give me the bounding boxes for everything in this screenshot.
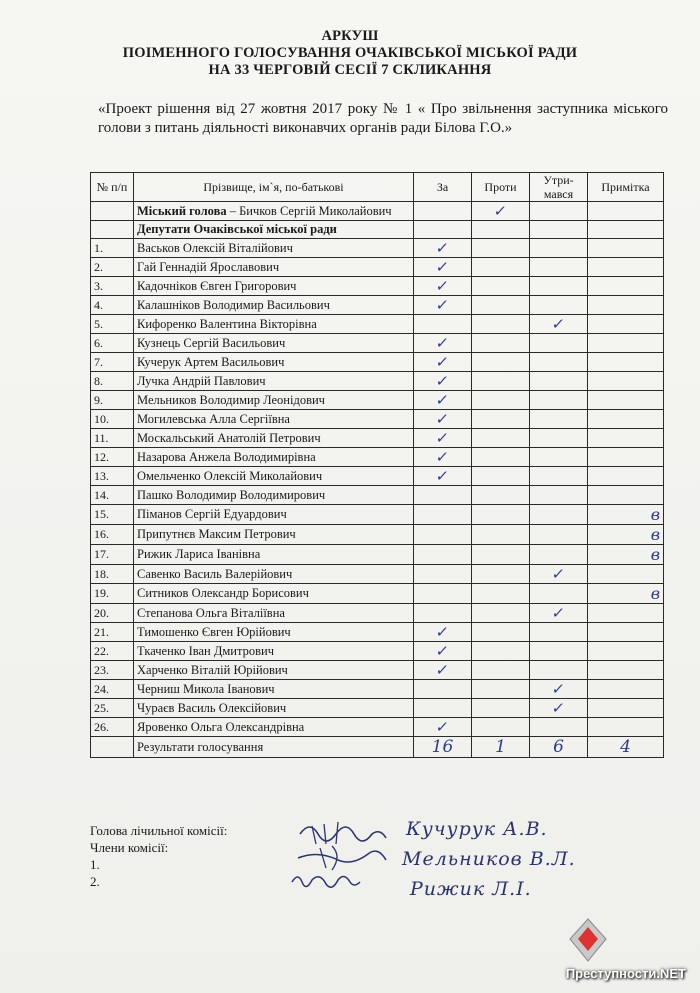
deputy-number: 14. (91, 486, 134, 505)
note-cell (588, 467, 664, 486)
table-row (91, 410, 664, 429)
vote-against-cell (472, 296, 530, 315)
deputy-name: Савенко Василь Валерійович (134, 565, 414, 584)
table-row (91, 296, 664, 315)
title-line-2: ПОІМЕННОГО ГОЛОСУВАННЯ ОЧАКІВСЬКОЇ МІСЬКОЇ РАДИ (122, 45, 578, 61)
deputy-name: Тимошенко Євген Юрійович (134, 623, 414, 642)
vote-against-cell (472, 315, 530, 334)
vote-abstain-cell (530, 486, 588, 505)
deputy-name: Мельников Володимир Леонідович (134, 391, 414, 410)
deputy-number: 10. (91, 410, 134, 429)
vote-against-cell (472, 604, 530, 623)
vote-for-cell (414, 545, 472, 565)
table-row (91, 353, 664, 372)
empty-cell (530, 221, 588, 239)
deputy-number: 26. (91, 718, 134, 737)
header-against: Проти (472, 173, 530, 202)
deputy-name: Припутнєв Максим Петрович (134, 525, 414, 545)
mayor-vote-abstain (530, 202, 588, 221)
vote-abstain-cell (530, 334, 588, 353)
empty-cell (588, 221, 664, 239)
vote-for-cell: ✓ (414, 661, 472, 680)
vote-abstain-cell (530, 410, 588, 429)
mayor-number (91, 202, 134, 221)
deputy-name: Лучка Андрій Павлович (134, 372, 414, 391)
result-abstain: 6 (530, 737, 588, 758)
vote-for-cell (414, 525, 472, 545)
vote-abstain-cell: ✓ (530, 680, 588, 699)
mayor-vote-for (414, 202, 472, 221)
deputy-number: 7. (91, 353, 134, 372)
deputy-name: Піманов Сергій Едуардович (134, 505, 414, 525)
deputy-number: 18. (91, 565, 134, 584)
table-row (91, 604, 664, 623)
empty-cell (414, 221, 472, 239)
table-row (91, 448, 664, 467)
commission-head-label: Голова лічильної комісії: (90, 823, 228, 838)
deputy-number: 3. (91, 277, 134, 296)
vote-against-cell (472, 525, 530, 545)
title-line-1: АРКУШ (321, 28, 379, 44)
vote-abstain-cell (530, 353, 588, 372)
vote-abstain-cell (530, 391, 588, 410)
commission-member-1: 1. (90, 857, 100, 872)
deputy-number: 19. (91, 584, 134, 604)
vote-abstain-cell (530, 623, 588, 642)
note-cell (588, 680, 664, 699)
vote-for-cell: ✓ (414, 448, 472, 467)
deputy-name: Ткаченко Іван Дмитрович (134, 642, 414, 661)
vote-against-cell (472, 718, 530, 737)
vote-for-cell (414, 604, 472, 623)
vote-for-cell: ✓ (414, 258, 472, 277)
deputy-number: 4. (91, 296, 134, 315)
note-cell (588, 353, 664, 372)
vote-for-cell (414, 565, 472, 584)
project-description (98, 100, 668, 138)
voting-table (90, 172, 664, 758)
deputies-heading-number (91, 221, 134, 239)
table-row (91, 661, 664, 680)
vote-for-cell: ✓ (414, 429, 472, 448)
table-row (91, 680, 664, 699)
vote-against-cell (472, 486, 530, 505)
deputy-number: 9. (91, 391, 134, 410)
note-cell (588, 699, 664, 718)
results-row (91, 737, 664, 758)
vote-against-cell (472, 642, 530, 661)
note-cell (588, 410, 664, 429)
table-row (91, 429, 664, 448)
note-cell: в (588, 545, 664, 565)
deputy-number: 20. (91, 604, 134, 623)
mayor-full-name: – Бичков Сергій Миколайович (226, 203, 392, 218)
vote-against-cell (472, 410, 530, 429)
watermark-text: Преступности.NET (565, 966, 686, 981)
note-cell (588, 277, 664, 296)
site-watermark (560, 917, 690, 987)
header-name: Прізвище, ім`я, по-батькові (134, 173, 414, 202)
commission-member-2: 2. (90, 874, 100, 889)
signature-scribbles (290, 812, 400, 902)
table-row (91, 565, 664, 584)
deputy-number: 1. (91, 239, 134, 258)
deputy-name: Чураєв Василь Олексійович (134, 699, 414, 718)
document-title (0, 28, 700, 79)
note-cell (588, 486, 664, 505)
deputy-number: 22. (91, 642, 134, 661)
deputy-number: 12. (91, 448, 134, 467)
vote-abstain-cell (530, 525, 588, 545)
deputy-name: Ситников Олександр Борисович (134, 584, 414, 604)
mayor-label: Міський голова (137, 203, 227, 218)
table-row (91, 545, 664, 565)
deputy-number: 8. (91, 372, 134, 391)
note-cell: в (588, 584, 664, 604)
signatures-area (290, 812, 610, 902)
deputy-name: Калашніков Володимир Васильович (134, 296, 414, 315)
vote-abstain-cell (530, 277, 588, 296)
table-header-row (91, 173, 664, 202)
vote-abstain-cell (530, 642, 588, 661)
vote-abstain-cell (530, 296, 588, 315)
deputies-heading-row (91, 221, 664, 239)
vote-against-cell (472, 277, 530, 296)
vote-abstain-cell (530, 258, 588, 277)
table-row (91, 277, 664, 296)
header-for: За (414, 173, 472, 202)
deputy-name: Степанова Ольга Віталіївна (134, 604, 414, 623)
note-cell (588, 642, 664, 661)
signature-member-1: Мельников В.Л. (402, 848, 576, 870)
vote-for-cell: ✓ (414, 410, 472, 429)
mayor-row (91, 202, 664, 221)
header-note: Примітка (588, 173, 664, 202)
vote-abstain-cell: ✓ (530, 315, 588, 334)
vote-against-cell (472, 391, 530, 410)
table-row (91, 525, 664, 545)
note-cell (588, 315, 664, 334)
table-row (91, 315, 664, 334)
note-cell (588, 334, 664, 353)
vote-for-cell: ✓ (414, 239, 472, 258)
note-cell (588, 604, 664, 623)
deputy-name: Кузнець Сергій Васильович (134, 334, 414, 353)
note-cell (588, 239, 664, 258)
note-cell (588, 296, 664, 315)
vote-abstain-cell (530, 467, 588, 486)
table-row (91, 623, 664, 642)
vote-for-cell (414, 315, 472, 334)
note-cell (588, 448, 664, 467)
deputy-number: 2. (91, 258, 134, 277)
note-cell: в (588, 525, 664, 545)
deputy-name: Назарова Анжела Володимирівна (134, 448, 414, 467)
vote-for-cell: ✓ (414, 334, 472, 353)
results-label: Результати голосування (134, 737, 414, 758)
commission-block (90, 822, 227, 890)
deputy-name: Москальський Анатолій Петрович (134, 429, 414, 448)
vote-abstain-cell (530, 448, 588, 467)
vote-abstain-cell (530, 584, 588, 604)
vote-abstain-cell: ✓ (530, 604, 588, 623)
deputy-name: Могилевська Алла Сергіївна (134, 410, 414, 429)
deputy-number: 23. (91, 661, 134, 680)
deputy-name: Харченко Віталій Юрійович (134, 661, 414, 680)
commission-members-label: Члени комісії: (90, 840, 169, 855)
table-row (91, 505, 664, 525)
deputy-number: 21. (91, 623, 134, 642)
note-cell (588, 258, 664, 277)
vote-for-cell: ✓ (414, 296, 472, 315)
vote-for-cell: ✓ (414, 623, 472, 642)
deputy-number: 25. (91, 699, 134, 718)
table-row (91, 334, 664, 353)
vote-abstain-cell (530, 239, 588, 258)
note-cell (588, 429, 664, 448)
vote-against-cell (472, 680, 530, 699)
deputy-number: 16. (91, 525, 134, 545)
vote-against-cell (472, 429, 530, 448)
vote-for-cell (414, 680, 472, 699)
vote-abstain-cell (530, 429, 588, 448)
table-row (91, 584, 664, 604)
vote-abstain-cell: ✓ (530, 565, 588, 584)
signature-head: Кучурук А.В. (406, 818, 548, 840)
vote-for-cell: ✓ (414, 372, 472, 391)
vote-against-cell (472, 467, 530, 486)
result-against: 1 (472, 737, 530, 758)
note-cell (588, 623, 664, 642)
vote-against-cell (472, 448, 530, 467)
vote-for-cell (414, 486, 472, 505)
results-number (91, 737, 134, 758)
vote-against-cell (472, 258, 530, 277)
mayor-note (588, 202, 664, 221)
title-line-3: НА 33 ЧЕРГОВІЙ СЕСІЇ 7 СКЛИКАННЯ (208, 62, 492, 78)
deputy-name: Кифоренко Валентина Вікторівна (134, 315, 414, 334)
vote-for-cell (414, 584, 472, 604)
table-row (91, 258, 664, 277)
vote-for-cell: ✓ (414, 642, 472, 661)
vote-against-cell (472, 353, 530, 372)
deputy-number: 6. (91, 334, 134, 353)
note-cell: в (588, 505, 664, 525)
deputy-name: Кучерук Артем Васильович (134, 353, 414, 372)
watermark-logo-icon (568, 917, 608, 963)
mayor-vote-against: ✓ (472, 202, 530, 221)
note-cell (588, 391, 664, 410)
note-cell (588, 372, 664, 391)
deputy-number: 24. (91, 680, 134, 699)
result-note: 4 (588, 737, 664, 758)
deputy-name: Рижик Лариса Іванівна (134, 545, 414, 565)
deputy-name: Черниш Микола Іванович (134, 680, 414, 699)
deputy-name: Васьков Олексій Віталійович (134, 239, 414, 258)
result-for: 16 (414, 737, 472, 758)
vote-for-cell: ✓ (414, 353, 472, 372)
deputy-name: Омельченко Олексій Миколайович (134, 467, 414, 486)
table-row (91, 391, 664, 410)
note-cell (588, 565, 664, 584)
deputy-name: Яровенко Ольга Олександрівна (134, 718, 414, 737)
vote-against-cell (472, 623, 530, 642)
vote-abstain-cell: ✓ (530, 699, 588, 718)
vote-abstain-cell (530, 545, 588, 565)
deputy-number: 5. (91, 315, 134, 334)
vote-against-cell (472, 239, 530, 258)
deputy-number: 17. (91, 545, 134, 565)
vote-against-cell (472, 699, 530, 718)
vote-for-cell (414, 699, 472, 718)
signature-member-2: Рижик Л.І. (410, 878, 532, 900)
vote-against-cell (472, 661, 530, 680)
vote-for-cell: ✓ (414, 467, 472, 486)
deputy-number: 15. (91, 505, 134, 525)
vote-against-cell (472, 372, 530, 391)
vote-abstain-cell (530, 661, 588, 680)
deputy-name: Пашко Володимир Володимирович (134, 486, 414, 505)
vote-abstain-cell (530, 372, 588, 391)
header-number: № п/п (91, 173, 134, 202)
vote-against-cell (472, 545, 530, 565)
vote-for-cell: ✓ (414, 391, 472, 410)
header-abstain: Утри-мався (530, 173, 588, 202)
table-row (91, 718, 664, 737)
vote-abstain-cell (530, 505, 588, 525)
note-cell (588, 661, 664, 680)
vote-for-cell: ✓ (414, 718, 472, 737)
table-row (91, 372, 664, 391)
empty-cell (472, 221, 530, 239)
deputy-number: 11. (91, 429, 134, 448)
deputy-number: 13. (91, 467, 134, 486)
vote-against-cell (472, 334, 530, 353)
table-row (91, 642, 664, 661)
table-row (91, 699, 664, 718)
vote-against-cell (472, 565, 530, 584)
deputies-heading: Депутати Очаківської міської ради (134, 221, 414, 239)
vote-for-cell (414, 505, 472, 525)
table-row (91, 467, 664, 486)
table-row (91, 239, 664, 258)
project-text: «Проект рішення від 27 жовтня 2017 року № 1 « Про звільнення заступника міського голови з питань діяльності виконавчих органів ради Білова Г.О.» (98, 101, 668, 136)
mayor-name (134, 202, 414, 221)
note-cell (588, 718, 664, 737)
deputy-name: Гай Геннадій Ярославович (134, 258, 414, 277)
vote-abstain-cell (530, 718, 588, 737)
vote-against-cell (472, 505, 530, 525)
deputy-name: Кадочніков Євген Григорович (134, 277, 414, 296)
vote-for-cell: ✓ (414, 277, 472, 296)
table-row (91, 486, 664, 505)
vote-against-cell (472, 584, 530, 604)
